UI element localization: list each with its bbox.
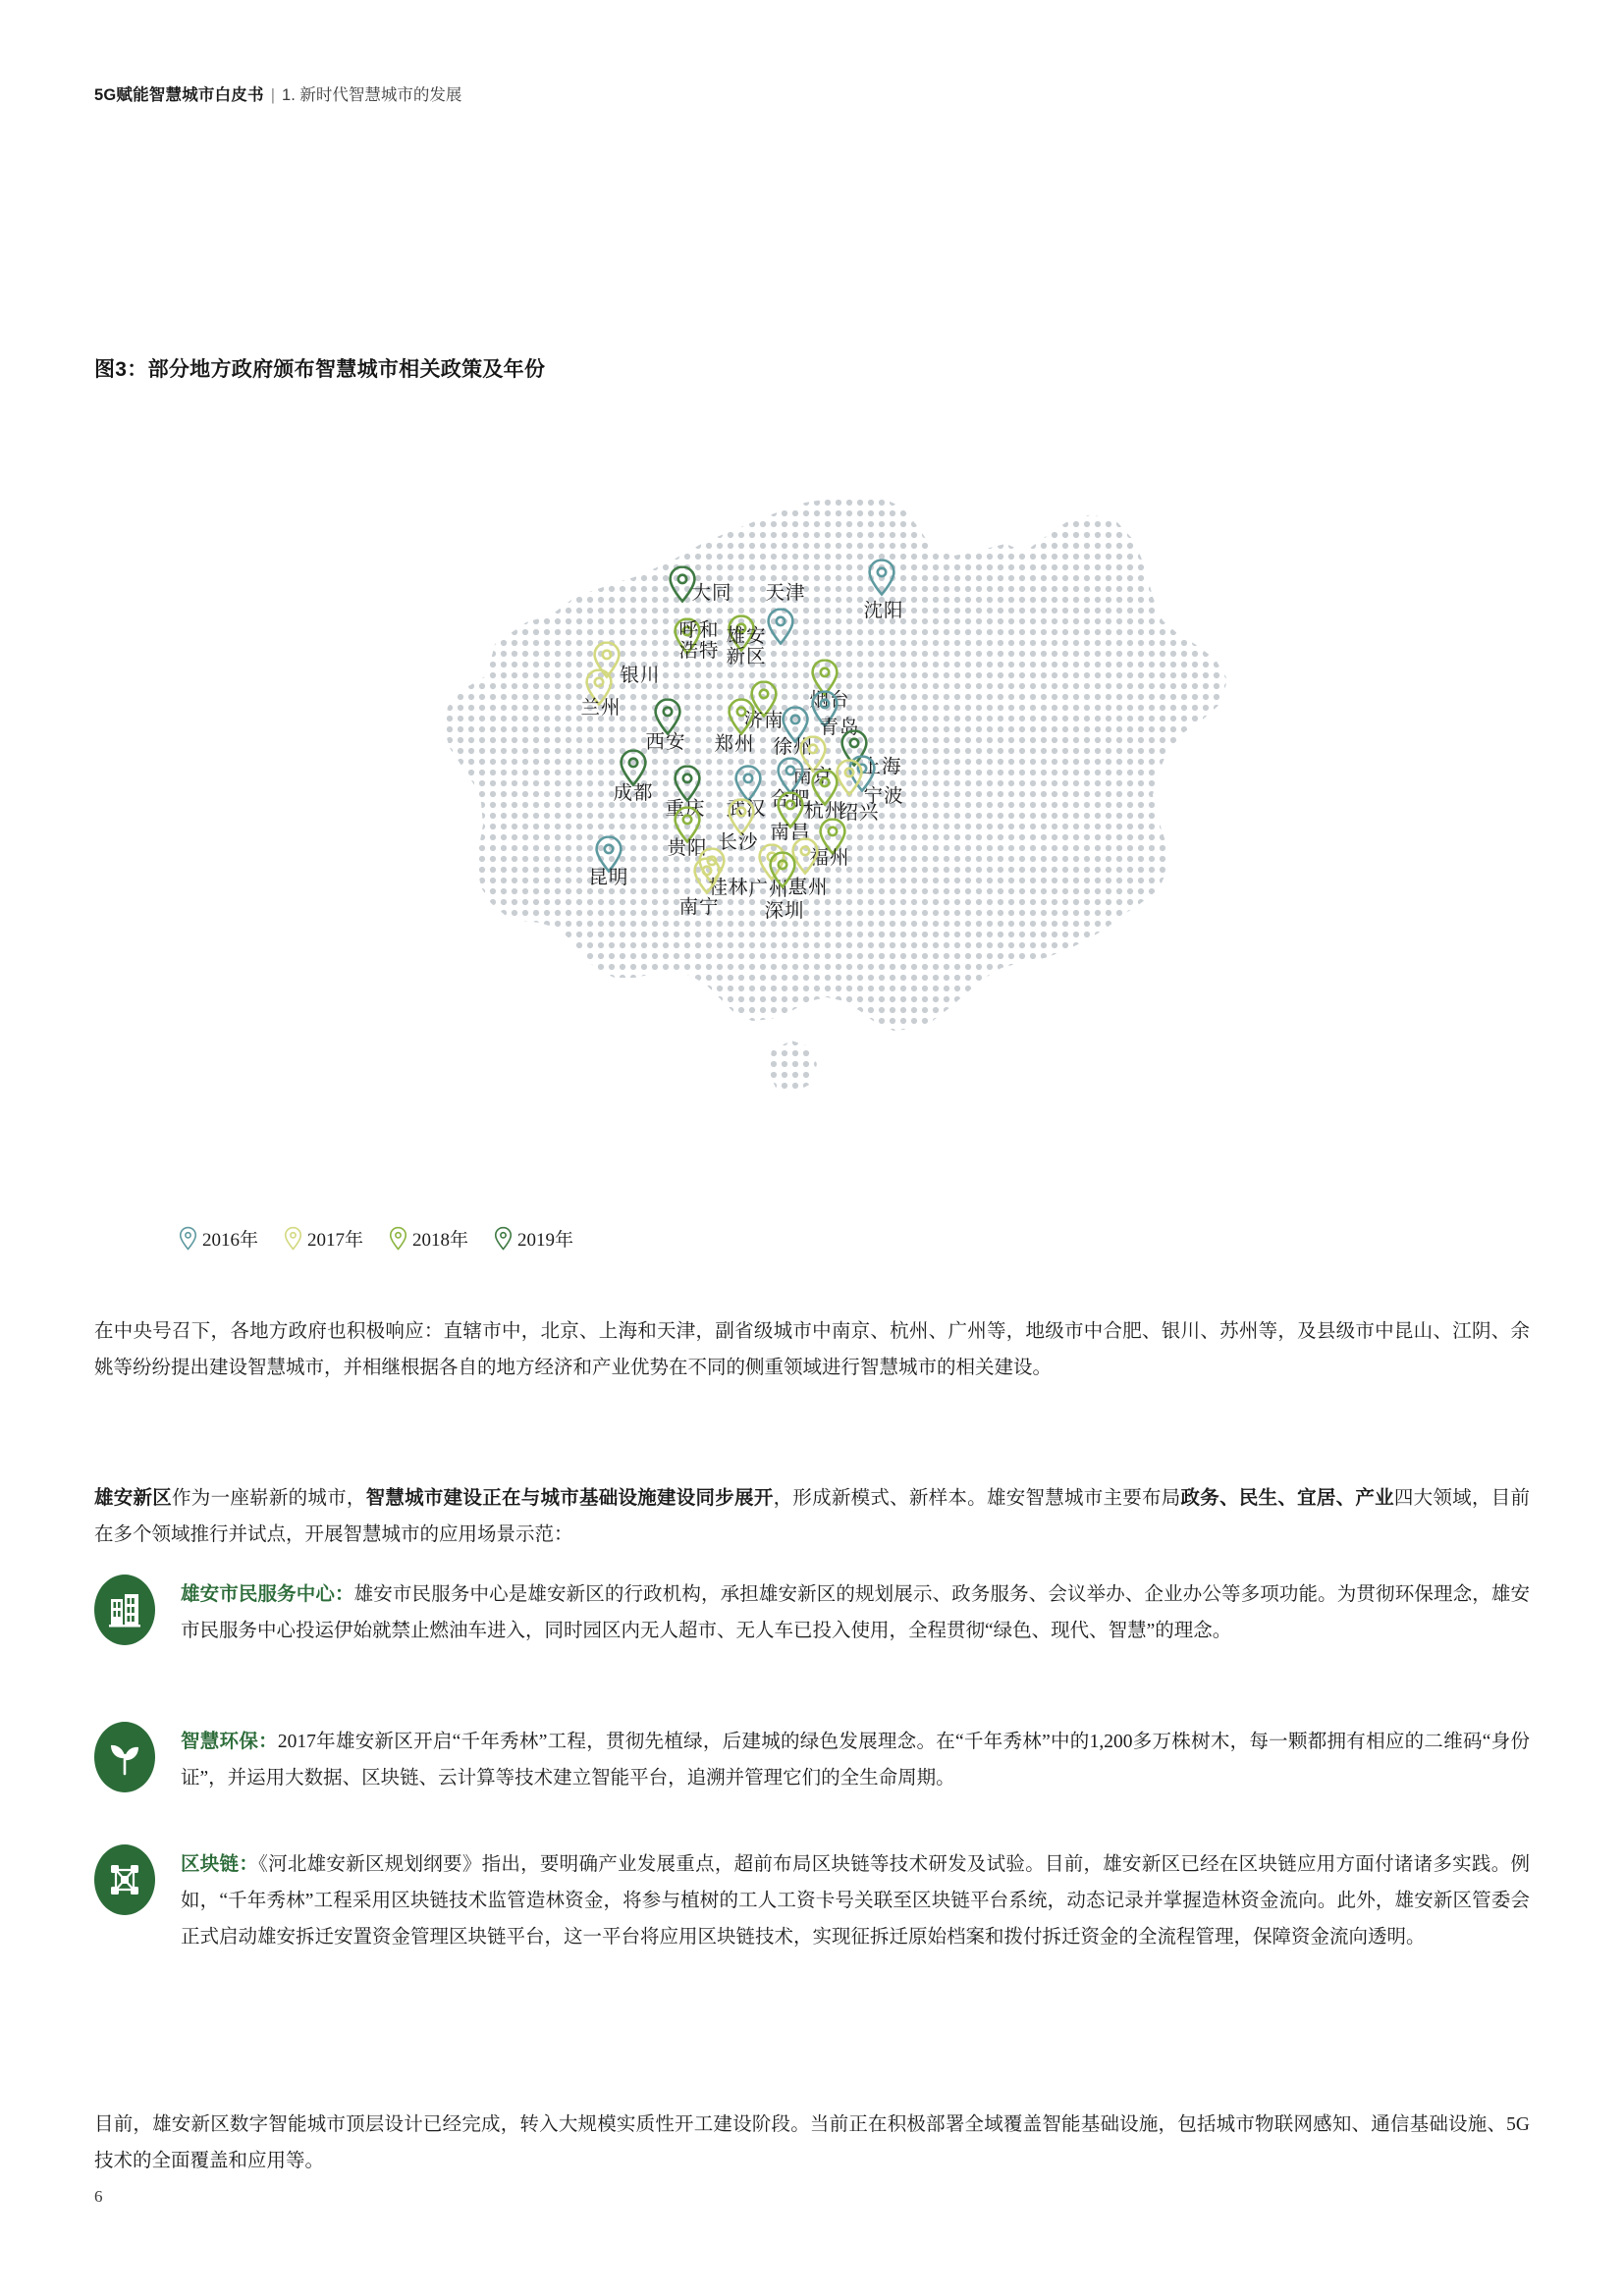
legend-item-2018年 <box>389 1225 468 1252</box>
map-city-label-重庆: 重庆 <box>665 799 706 820</box>
map-pin-天津 <box>766 607 795 646</box>
map-city-label-南京: 南京 <box>792 767 834 787</box>
xiongan-keyword: 雄安新区 <box>94 1488 173 1509</box>
paragraph-xiongan-intro <box>94 1480 1530 1553</box>
map-city-label-广州: 广州 <box>748 880 789 900</box>
bullet-3-body: 《河北雄安新区规划纲要》指出，要明确产业发展重点，超前布局区块链等技术研发及试验。目前，雄安新区已经在区块链应用方面付诸诸多实践。例如，“千年秀林”工程采用区块链技术监管造林资金，将参与植树的工人工资卡号关联至区块链平台系统，动态记录并掌握造林资金流向。此外，雄安新区管委会正式启动雄安拆迁安置资金管理区块链平台，这一平台将应用区块链技术，实现征拆迁原始档案和拨付拆迁资金的全流程管理，保障资金流向透明。 <box>181 1854 1530 1948</box>
map-pin-沈阳 <box>867 558 896 597</box>
china-policy-map <box>295 412 1394 1198</box>
bullet-blockchain <box>94 1841 1530 1955</box>
p2-text-f: 四大领域，目前在多个领域推行并试点，开展智慧城市的应用场景示范： <box>94 1488 1530 1545</box>
figure-title: 图3：部分地方政府颁布智慧城市相关政策及年份 <box>94 358 546 381</box>
map-city-label-雄安新区: 雄安 新区 <box>726 626 767 668</box>
legend-item-2017年 <box>284 1225 363 1252</box>
smartcity-keyword: 智慧城市建设正在与城市基础设施建设同步展开 <box>365 1488 774 1509</box>
bullet-smart-environment <box>94 1718 1530 1796</box>
map-city-label-天津: 天津 <box>765 583 806 604</box>
building-icon <box>94 1575 155 1645</box>
map-city-label-徐州: 徐州 <box>773 737 814 758</box>
map-city-label-济南: 济南 <box>743 711 785 731</box>
map-legend <box>179 1225 573 1252</box>
legend-label-2017年: 2017年 <box>307 1230 364 1251</box>
map-city-label-惠州: 惠州 <box>787 878 829 898</box>
header-section: 1. 新时代智慧城市的发展 <box>282 86 462 104</box>
paragraph-local-government: 在中央号召下，各地方政府也积极响应：直辖市中，北京、上海和天津，副省级城市中南京、杭州、广州等，地级市中合肥、银川、苏州等，及县级市中昆山、江阴、余姚等纷纷提出建设智慧城市，并相继根据各自的地方经济和产业优势在不同的侧重领域进行智慧城市的相关建设。 <box>94 1321 1530 1378</box>
map-city-label-西安: 西安 <box>645 732 686 753</box>
bullet-1-text <box>181 1571 1530 1649</box>
map-city-label-沈阳: 沈阳 <box>863 601 904 621</box>
p2-text-d: ，形成新模式、新样本。雄安智慧城市主要布局 <box>773 1488 1181 1509</box>
map-city-label-贵阳: 贵阳 <box>667 838 708 859</box>
map-city-label-福州: 福州 <box>809 848 850 869</box>
map-city-label-深圳: 深圳 <box>764 901 805 922</box>
map-city-label-兰州: 兰州 <box>580 698 622 719</box>
page-number: 6 <box>94 2187 103 2206</box>
bullet-1-heading: 雄安市民服务中心： <box>181 1584 354 1605</box>
legend-item-2016年 <box>179 1225 258 1252</box>
bullet-3-heading: 区块链： <box>181 1854 259 1875</box>
bullet-1-body: 雄安市民服务中心是雄安新区的行政机构，承担雄安新区的规划展示、政务服务、会议举办、企业办公等多项功能。为贯彻环保理念，雄安市民服务中心投运伊始就禁止燃油车进入，同时园区内无人超市、无人车已投入使用，全程贯彻“绿色、现代、智慧”的理念。 <box>181 1584 1530 1641</box>
whitepaper-title: 5G赋能智慧城市白皮书 <box>94 86 264 104</box>
map-city-label-昆明: 昆明 <box>588 868 629 888</box>
map-city-label-呼和浩特: 呼和 浩特 <box>678 620 720 663</box>
map-city-label-南宁: 南宁 <box>678 897 720 918</box>
map-city-label-长沙: 长沙 <box>718 832 759 853</box>
legend-label-2019年: 2019年 <box>517 1230 574 1251</box>
map-pin-南宁 <box>692 856 722 895</box>
map-city-label-上海: 上海 <box>861 757 902 777</box>
legend-item-2019年 <box>494 1225 573 1252</box>
map-city-label-青岛: 青岛 <box>819 718 860 738</box>
blockchain-icon <box>94 1844 155 1915</box>
map-city-label-杭州: 杭州 <box>804 801 845 822</box>
map-city-label-合肥: 合肥 <box>770 789 811 810</box>
four-domains-keyword: 政务、民生、宜居、产业 <box>1180 1488 1394 1509</box>
map-city-label-武汉: 武汉 <box>726 799 767 820</box>
bullet-citizen-service-center <box>94 1571 1530 1649</box>
p2-text-b: 作为一座崭新的城市， <box>172 1488 366 1509</box>
paragraph-closing: 目前，雄安新区数字智能城市顶层设计已经完成，转入大规模实质性开工建设阶段。当前正在积极部署全域覆盖智能基础设施，包括城市物联网感知、通信基础设施、5G技术的全面覆盖和应用等。 <box>94 2114 1530 2171</box>
legend-label-2018年: 2018年 <box>412 1230 469 1251</box>
map-city-label-桂林: 桂林 <box>708 878 749 898</box>
legend-pin-icon-2018年 <box>389 1226 407 1251</box>
map-city-label-成都: 成都 <box>613 783 654 804</box>
running-header <box>94 86 461 106</box>
bullet-2-text <box>181 1718 1530 1796</box>
map-city-label-绍兴: 绍兴 <box>839 803 880 824</box>
bullet-2-heading: 智慧环保： <box>181 1732 278 1752</box>
bullet-3-text <box>181 1841 1530 1955</box>
legend-pin-icon-2016年 <box>179 1226 197 1251</box>
map-city-label-宁波: 宁波 <box>863 786 904 807</box>
map-city-label-南昌: 南昌 <box>770 823 811 843</box>
legend-pin-icon-2017年 <box>284 1226 302 1251</box>
header-separator: | <box>270 86 276 104</box>
map-city-label-烟台: 烟台 <box>809 690 850 711</box>
legend-pin-icon-2019年 <box>494 1226 513 1251</box>
map-pin-深圳 <box>768 850 797 889</box>
map-city-label-大同: 大同 <box>691 583 732 604</box>
map-city-label-郑州: 郑州 <box>714 734 755 755</box>
map-city-label-银川: 银川 <box>620 666 661 686</box>
bullet-2-body: 2017年雄安新区开启“千年秀林”工程，贯彻先植绿，后建城的绿色发展理念。在“千年秀林”中的1,200多万株树木，每一颗都拥有相应的二维码“身份证”，并运用大数据、区块链、云计算等技术建立智能平台，追溯并管理它们的全生命周期。 <box>181 1732 1530 1789</box>
legend-label-2016年: 2016年 <box>202 1230 259 1251</box>
sprout-icon <box>94 1722 155 1792</box>
